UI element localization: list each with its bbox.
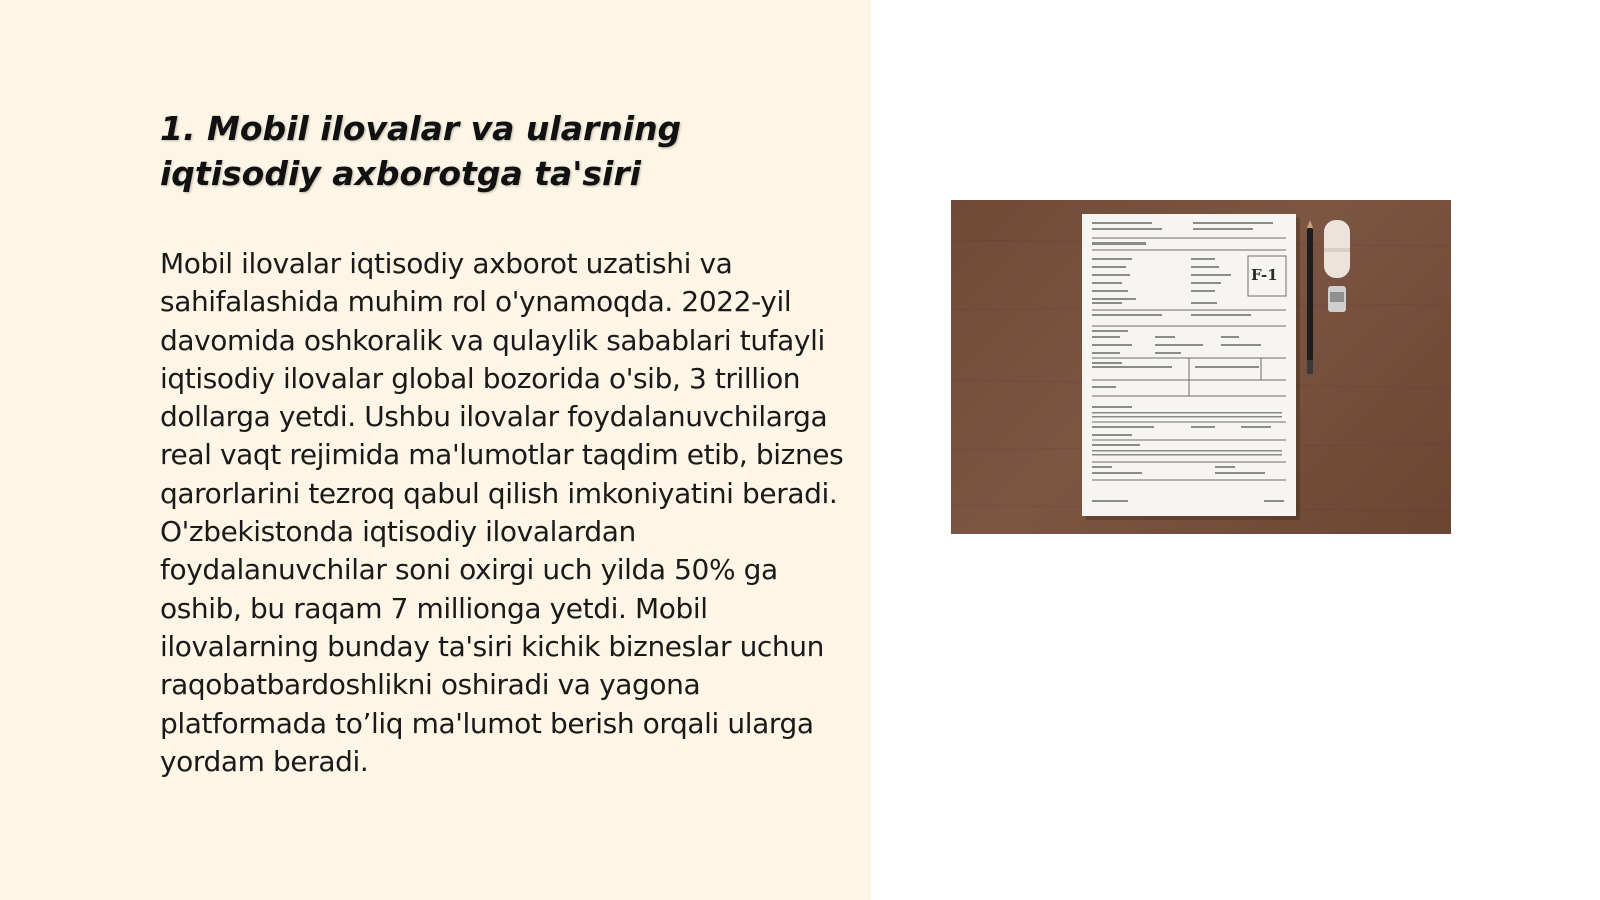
eraser-icon [1324, 220, 1350, 278]
form-document [1082, 214, 1296, 516]
desk-photo-illustration [951, 200, 1451, 534]
slide-body-text: Mobil ilovalar iqtisodiy axborot uzatishi va sahifalashida muhim rol o'ynamoqda. 2022-yil davomida oshkoralik va qulaylik sabablari tufayli iqtisodiy ilovalar global bozorida o'sib, 3 trillion dollarga yetdi. Ushbu ilovalar foydalanuvchilarga real vaqt rejimida ma'lumotlar taqdim etib, biznes qarorlarini tezroq qabul qilish imkoniyatini beradi. O'zbekistonda iqtisodiy ilovalardan foydalanuvchilar soni oxirgi uch yilda 50% ga oshib, bu raqam 7 millionga yetdi. Mobil ilovalarning bunday ta'siri kichik bizneslar uchun raqobatbardoshlikni oshiradi va yagona platformada to’liq ma'lumot berish orqali ularga yordam beradi. [160, 247, 844, 778]
pencil-icon [1307, 220, 1313, 374]
document-on-desk-photo [951, 200, 1451, 534]
form-code-label: F-1 [1251, 266, 1278, 284]
slide-title: 1. Mobil ilovalar va ularning iqtisodiy axborotga ta'siri [160, 109, 682, 193]
sharpener-icon [1328, 286, 1346, 312]
